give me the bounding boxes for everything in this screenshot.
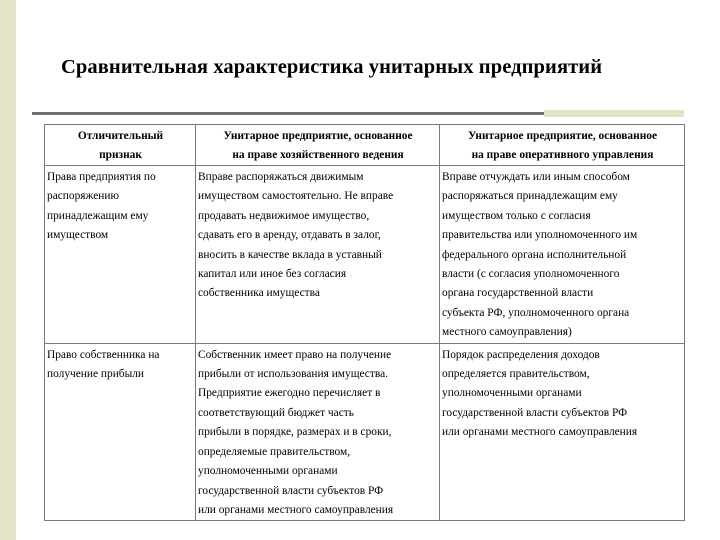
header-economic-management [196, 125, 440, 166]
cell-feature [45, 166, 196, 344]
decorative-side-bar [0, 0, 16, 540]
table-header-row [45, 125, 685, 166]
title-underline-accent [544, 110, 684, 117]
cell-economic-text: Вправе распоряжаться движимым имуществом самостоятельно. Не вправе продавать недвижимое имущество, сдавать его в аренду, отдавать в залог, вносить в качестве вклада в уставный капитал или иное без согласия собственника имущества [198, 171, 394, 300]
cell-feature-text: Право собственника на получение прибыли [47, 348, 160, 381]
header-feature [45, 125, 196, 166]
title-underline-dark [32, 112, 544, 115]
table-row [45, 343, 685, 521]
header-operational-management-text: Унитарное предприятие, основанное на праве оперативного управления [467, 130, 658, 161]
cell-operational [440, 166, 685, 344]
cell-economic [196, 343, 440, 521]
cell-economic [196, 166, 440, 344]
cell-feature-text: Права предприятия по распоряжению принадлежащим ему имуществом [47, 171, 156, 242]
slide-title: Сравнительная характеристика унитарных предприятий [61, 56, 603, 78]
header-economic-management-text: Унитарное предприятие, основанное на праве хозяйственного ведения [223, 130, 413, 161]
table-row [45, 166, 685, 344]
header-feature-text: Отличительный признак [77, 130, 164, 161]
cell-economic-text: Собственник имеет право на получение прибыли от использования имущества. Предприятие ежегодно перечисляет в соответствующий бюджет часть прибыли в порядке, размерах и в сроки, определяемые правительством, уполномоченными органами государственной власти субъектов РФ или органами местного самоуправления [198, 348, 394, 516]
header-operational-management [440, 125, 685, 166]
cell-operational-text: Вправе отчуждать или иным способом распоряжаться принадлежащим ему имуществом только с согласия правительства или уполномоченного им федерального органа исполнительной власти (с согласия уполномоченного органа государственной власти субъекта РФ, уполномоченного органа местного самоуправления) [442, 171, 638, 339]
cell-operational-text: Порядок распределения доходов определяется правительством, уполномоченными органами государственной власти субъектов РФ или органами местного самоуправления [442, 348, 638, 439]
cell-feature [45, 343, 196, 521]
comparison-table [44, 124, 685, 521]
cell-operational [440, 343, 685, 521]
